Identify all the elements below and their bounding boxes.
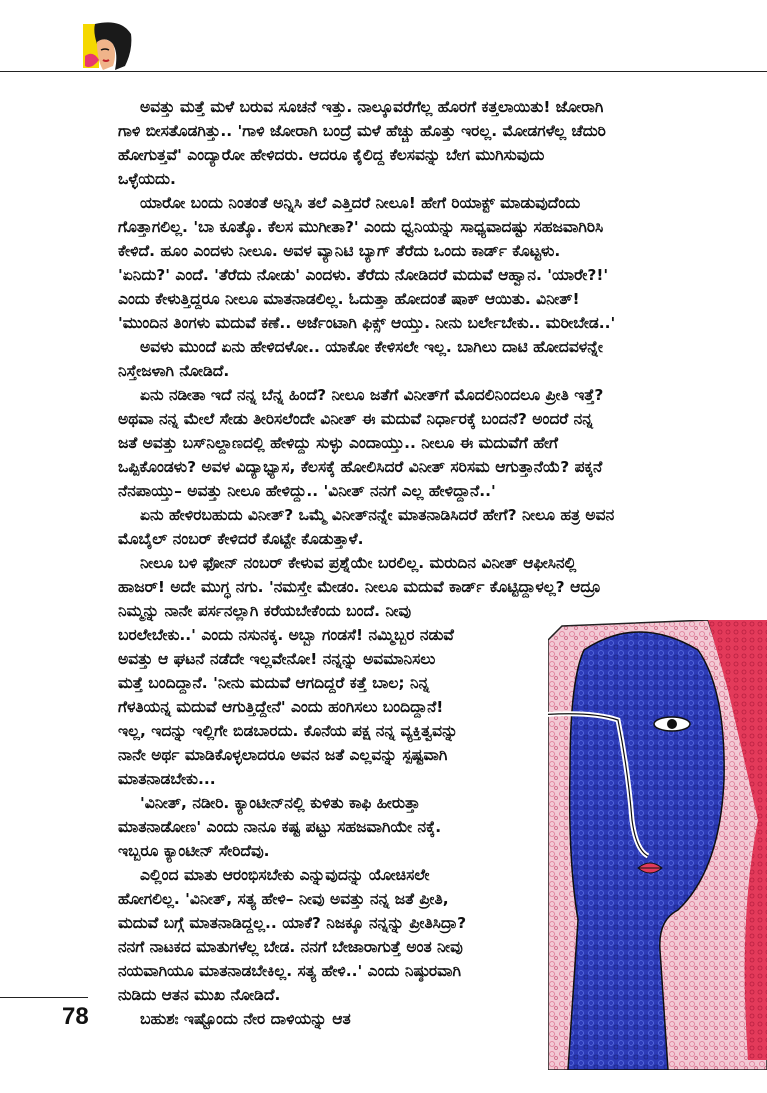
text-line: ಒಪ್ಪಿಕೊಂಡಳು? ಅವಳ ವಿದ್ಯಾಭ್ಯಾಸ, ಕೆಲಸಕ್ಕೆ ಹೋಲಿಸಿದರೆ ವಿನೀತ್ ಸರಿಸಮ ಆಗುತ್ತಾನೆಯೆ? ಪಕ್ಕನೆ	[118, 458, 603, 476]
text-line: ಎಲ್ಲಿಂದ ಮಾತು ಆರಂಭಿಸಬೇಕು ಎನ್ನುವುದನ್ನು ಯೋಚಿಸಲೇ	[140, 866, 430, 884]
text-line: ಏನು ಹೇಳಿರಬಹುದು ವಿನೀತ್? ಒಮ್ಮೆ ವಿನೀತ್‌ನನ್ನೇ ಮಾತನಾಡಿಸಿದರೆ ಹೇಗೆ? ನೀಲೂ ಹತ್ರ ಅವನ	[140, 506, 615, 524]
text-line: ಹಾಜರ್! ಅದೇ ಮುಗ್ಧ ನಗು. 'ನಮಸ್ತೇ ಮೇಡಂ. ನೀಲೂ ಮದುವೆ ಕಾರ್ಡ್ ಕೊಟ್ಟಿದ್ದಾಳಲ್ಲ? ಆದ್ರೂ	[118, 578, 601, 596]
text-line: ಹೋಗಲಿಲ್ಲ. 'ವಿನೀತ್, ಸತ್ಯ ಹೇಳಿ– ನೀವು ಅವತ್ತು ನನ್ನ ಜತೆ ಪ್ರೀತಿ,	[118, 890, 449, 908]
text-line: ಏನು ನಡೀತಾ ಇದೆ ನನ್ನ ಬೆನ್ನ ಹಿಂದೆ? ನೀಲೂ ಜತೆಗೆ ವಿನೀತ್‌ಗೆ ಮೊದಲಿನಿಂದಲೂ ಪ್ರೀತಿ ಇತ್ತೆ?	[140, 386, 604, 404]
text-line: ಕೇಳಿದೆ. ಹೂಂ ಎಂದಳು ನೀಲೂ. ಅವಳ ವ್ಯಾನಿಟಿ ಬ್ಯಾಗ್ ತೆರೆದು ಒಂದು ಕಾರ್ಡ್ ಕೊಟ್ಟಳು.	[118, 242, 561, 260]
text-line: 'ಏನಿದು?' ಎಂದೆ. 'ತೆರೆದು ನೋಡು' ಎಂದಳು. ತೆರೆದು ನೋಡಿದರೆ ಮದುವೆ ಆಹ್ವಾನ. 'ಯಾರೇ?!'	[118, 266, 609, 284]
text-line: ಬರಲೇಬೇಕು..' ಎಂದು ನಸುನಕ್ಕ. ಅಬ್ಬಾ ಗಂಡಸೆ! ನಮ್ಮಿಬ್ಬರ ನಡುವೆ	[118, 626, 454, 644]
text-line: ಅವಳು ಮುಂದೆ ಏನು ಹೇಳಿದಳೋ.. ಯಾಕೋ ಕೇಳಿಸಲೇ ಇಲ್ಲ. ಬಾಗಿಲು ದಾಟಿ ಹೋದವಳನ್ನೇ	[140, 338, 603, 356]
woman-face-logo-icon	[83, 20, 135, 72]
text-line: ಅವತ್ತು ಮತ್ತೆ ಮಳೆ ಬರುವ ಸೂಚನೆ ಇತ್ತು. ನಾಲ್ಕೂವರೆಗೆಲ್ಲ ಹೊರಗೆ ಕತ್ತಲಾಯಿತು! ಜೋರಾಗಿ	[140, 98, 604, 116]
text-line: ಗೊತ್ತಾಗಲಿಲ್ಲ. 'ಬಾ ಕೂತ್ಕೊ. ಕೆಲಸ ಮುಗೀತಾ?' ಎಂದು ಧ್ವನಿಯನ್ನು ಸಾಧ್ಯವಾದಷ್ಟು ಸಹಜವಾಗಿರಿಸಿ	[118, 218, 604, 236]
text-line: ಅಥವಾ ನನ್ನ ಮೇಲೆ ಸೇಡು ತೀರಿಸಲೆಂದೇ ವಿನೀತ್ ಈ ಮದುವೆ ನಿರ್ಧಾರಕ್ಕೆ ಬಂದನೆ? ಅಂದರೆ ನನ್ನ	[118, 410, 593, 428]
text-line: 'ವಿನೀತ್, ನಡೀರಿ. ಕ್ಯಾಂಟೀನ್‌ನಲ್ಲಿ ಕುಳಿತು ಕಾಫಿ ಹೀರುತ್ತಾ	[140, 794, 420, 812]
text-line: ನಿಮ್ಮನ್ನು ನಾನೇ ಪರ್ಸನಲ್ಲಾಗಿ ಕರೆಯಬೇಕೆಂದು ಬಂದೆ. ನೀವು	[118, 602, 412, 620]
text-line: ಮಾತನಾಡೋಣ' ಎಂದು ನಾನೂ ಕಷ್ಟ ಪಟ್ಟು ಸಹಜವಾಗಿಯೇ ನಕ್ಕೆ.	[118, 818, 442, 836]
text-line: ನಯವಾಗಿಯೂ ಮಾತನಾಡಬೇಕಿಲ್ಲ. ಸತ್ಯ ಹೇಳಿ..' ಎಂದು ನಿಷ್ಠುರವಾಗಿ	[118, 962, 462, 980]
text-line: ಮದುವೆ ಬಗ್ಗೆ ಮಾತನಾಡಿದ್ದಲ್ಲ.. ಯಾಕೆ? ನಿಜಕ್ಕೂ ನನ್ನನ್ನು ಪ್ರೀತಿಸಿದ್ರಾ?	[118, 914, 467, 932]
text-line: ಯಾರೋ ಬಂದು ನಿಂತಂತೆ ಅನ್ನಿಸಿ ತಲೆ ಎತ್ತಿದರೆ ನೀಲೂ! ಹೇಗೆ ರಿಯಾಕ್ಟ್ ಮಾಡುವುದೆಂದು	[140, 194, 581, 212]
face-illustration-icon	[548, 620, 767, 1070]
text-line: ಜತೆ ಅವತ್ತು ಬಸ್‌ನಿಲ್ದಾಣದಲ್ಲಿ ಹೇಳಿದ್ದು ಸುಳ್ಳು ಎಂದಾಯ್ತು.. ನೀಲೂ ಈ ಮದುವೆಗೆ ಹೇಗೆ	[118, 434, 559, 452]
header-rule	[0, 71, 767, 72]
text-line: ನನಗೆ ನಾಟಕದ ಮಾತುಗಳೆಲ್ಲ ಬೇಡ. ನನಗೆ ಬೇಜಾರಾಗುತ್ತೆ ಅಂತ ನೀವು	[118, 938, 463, 956]
text-line: ಮತ್ತೆ ಬಂದಿದ್ದಾನೆ. 'ನೀನು ಮದುವೆ ಆಗದಿದ್ದರೆ ಕತ್ತೆ ಬಾಲ; ನಿನ್ನ	[118, 674, 430, 692]
text-line: ಮೊಬೈಲ್ ನಂಬರ್ ಕೇಳಿದರೆ ಕೊಟ್ಟೇ ಕೊಡುತ್ತಾಳೆ.	[118, 530, 364, 548]
header-logo	[83, 20, 135, 72]
text-line: ಬಹುಶಃ ಇಷ್ಟೊಂದು ನೇರ ದಾಳಿಯನ್ನು ಆತ	[140, 1010, 351, 1028]
text-line: ನೀಲೂ ಬಳಿ ಫೋನ್ ನಂಬರ್ ಕೇಳುವ ಪ್ರಶ್ನೆಯೇ ಬರಲಿಲ್ಲ. ಮರುದಿನ ವಿನೀತ್ ಆಫೀಸಿನಲ್ಲಿ	[140, 554, 577, 572]
footer-rule	[0, 997, 88, 998]
text-line: ಇಬ್ಬರೂ ಕ್ಯಾಂಟೀನ್ ಸೇರಿದೆವು.	[118, 842, 270, 860]
page-number: 78	[62, 1003, 89, 1030]
text-line: ಅವತ್ತು ಆ ಘಟನೆ ನಡೆದೇ ಇಲ್ಲವೇನೋ! ನನ್ನನ್ನು ಅವಮಾನಿಸಲು	[118, 650, 436, 668]
text-line: ಗಾಳಿ ಬೀಸತೊಡಗಿತ್ತು.. 'ಗಾಳಿ ಜೋರಾಗಿ ಬಂದ್ರೆ ಮಳೆ ಹೆಚ್ಚು ಹೊತ್ತು ಇರಲ್ಲ. ಮೋಡಗಳೆಲ್ಲ ಚೆದುರಿ	[118, 122, 606, 140]
text-line: ಇಲ್ಲ, ಇದನ್ನು ಇಲ್ಲಿಗೇ ಬಿಡಬಾರದು. ಕೊನೆಯ ಪಕ್ಷ ನನ್ನ ವ್ಯಕ್ತಿತ್ವವನ್ನು	[118, 722, 458, 740]
text-line: ನಾನೇ ಅರ್ಥ ಮಾಡಿಕೊಳ್ಳಲಾದರೂ ಅವನ ಜತೆ ಎಲ್ಲವನ್ನು ಸ್ಪಷ್ಟವಾಗಿ	[118, 746, 448, 764]
text-line: ಎಂದು ಕೇಳುತ್ತಿದ್ದರೂ ನೀಲೂ ಮಾತನಾಡಲಿಲ್ಲ. ಓದುತ್ತಾ ಹೋದಂತೆ ಷಾಕ್ ಆಯಿತು. ವಿನೀತ್!	[118, 290, 580, 308]
text-line: ಹೋಗುತ್ತವೆ' ಎಂದ್ಯಾರೋ ಹೇಳಿದರು. ಆದರೂ ಕೈಲಿದ್ದ ಕೆಲಸವನ್ನು ಬೇಗ ಮುಗಿಸುವುದು	[118, 146, 545, 164]
text-line: ನೆನಪಾಯ್ತು– ಅವತ್ತು ನೀಲೂ ಹೇಳಿದ್ದು.. 'ವಿನೀತ್ ನನಗೆ ಎಲ್ಲ ಹೇಳಿದ್ದಾನೆ..'	[118, 482, 496, 500]
text-line: ಮಾತನಾಡಬೇಕು...	[118, 770, 216, 788]
text-line: 'ಮುಂದಿನ ತಿಂಗಳು ಮದುವೆ ಕಣೆ.. ಅರ್ಜೆಂಟಾಗಿ ಫಿಕ್ಸ್ ಆಯ್ತು. ನೀನು ಬರ್ಲೇಬೇಕು.. ಮರೀಬೇಡ..'	[118, 314, 616, 332]
text-line: ಗೆಳತಿಯನ್ನ ಮದುವೆ ಆಗುತ್ತಿದ್ದೇನೆ' ಎಂದು ಹಂಗಿಸಲು ಬಂದಿದ್ದಾನೆ!	[118, 698, 444, 716]
text-line: ಒಳ್ಳೆಯದು.	[118, 170, 176, 188]
abstract-face-illustration	[548, 620, 767, 1070]
text-line: ನಿಸ್ತೇಜಳಾಗಿ ನೋಡಿದೆ.	[118, 362, 230, 380]
text-line: ನುಡಿದು ಆತನ ಮುಖ ನೋಡಿದೆ.	[118, 986, 281, 1004]
